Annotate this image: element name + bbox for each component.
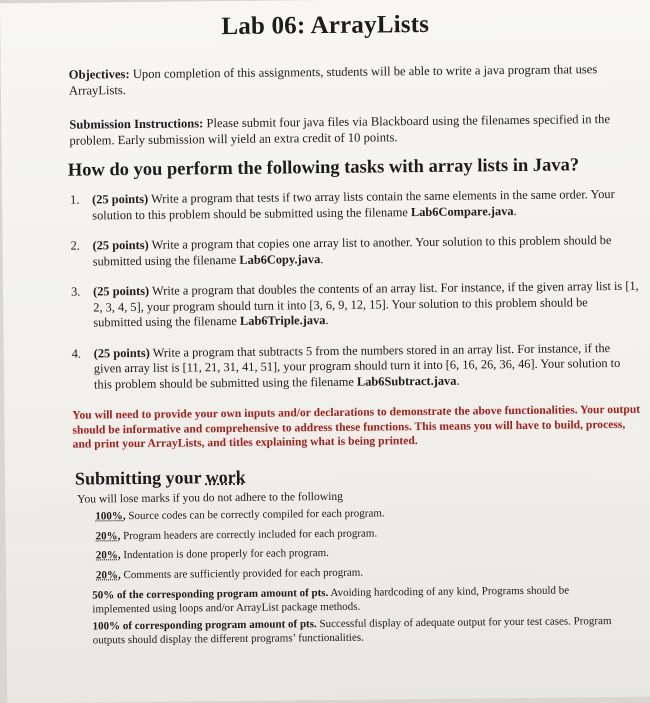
rubric-percent: 20%, — [95, 569, 121, 582]
rubric-text: Program headers are correctly included for each program. — [120, 527, 378, 543]
objectives-paragraph — [69, 61, 637, 99]
task-text: Write a program that copies one array list to another. Your solution to this problem should be submitted using the filename — [92, 233, 612, 268]
task-points: (25 points) — [92, 191, 149, 207]
page-title: Lab 06: ArrayLists — [221, 10, 430, 41]
objectives-label: Objectives: — [68, 67, 130, 82]
tasks-heading: How do you perform the following tasks with array lists in Java? — [67, 155, 580, 181]
task-text: Write a program that subtracts 5 from the numbers stored in an array list. For instance, if the given array list is [11, 21, 31, 41, 51], your program should turn it into [6, 16, 26, 36, 46]. Your solution to this problem should be submitted using the filename — [93, 340, 621, 391]
rubric-item — [92, 584, 622, 617]
task-item — [72, 340, 640, 392]
rubric-item — [96, 544, 626, 563]
submission-label: Submission Instructions: — [69, 116, 204, 132]
submitting-intro: You will lose marks if you do not adhere to the following — [77, 489, 344, 506]
task-text: Write a program that doubles the contents of an array list. For instance, if the given array list is [1, 2, 3, 4, 5], your program should turn it into [3, 6, 9, 12, 15]. Your solution to this problem should be submitted using the filename — [93, 278, 639, 330]
rubric-lead: 100% of corresponding program amount of pts. — [92, 618, 317, 633]
task-end: . — [456, 373, 460, 388]
task-item — [70, 233, 638, 270]
rubric-text: Successful display of adequate output for your test cases. Program outputs should display the different programs’ functionalities. — [92, 615, 612, 646]
task-end: . — [325, 312, 329, 328]
objectives-text: Upon completion of this assignments, students will be able to write a java program that uses ArrayLists. — [68, 62, 598, 98]
task-text: Write a program that tests if two array lists contain the same elements in the same order. Your solution to this problem should be submitted using the filename — [92, 186, 615, 222]
task-number: 4. — [71, 346, 82, 361]
submitting-heading — [75, 467, 246, 490]
rubric-percent: 20%, — [95, 549, 121, 562]
rubric-percent: 100%, — [95, 510, 126, 523]
rubric-text: Source codes can be correctly compiled for each program. — [125, 507, 385, 523]
rubric-item — [95, 505, 625, 524]
task-item — [70, 187, 638, 224]
task-item — [71, 279, 639, 331]
submission-text: Please submit four java files via Blackboard using the filenames specified in the problem. Early submission will yield an extra credit of 10 points. — [69, 112, 611, 148]
task-list — [70, 187, 640, 393]
rubric-item — [96, 525, 626, 544]
task-number: 2. — [70, 238, 80, 253]
rubric-text: Avoiding hardcoding of any kind, Programs should be implemented using loops and/or ArrayList package methods. — [92, 584, 570, 615]
task-end: . — [320, 251, 324, 266]
task-filename: Lab6Triple.java — [239, 313, 326, 328]
rubric-percent: 20%, — [95, 530, 121, 543]
task-number: 1. — [70, 192, 80, 207]
task-filename: Lab6Copy.java — [239, 251, 321, 267]
rubric-text: Indentation is done properly for each program. — [120, 546, 329, 562]
requirements-notice: You will need to provide your own inputs and/or declarations to demonstrate the above functionalities. Your output should be informative and comprehensive to address these functions. This means you will have to build, process, and print your ArrayLists, and titles explaining what is being printed. — [72, 402, 641, 451]
task-filename: Lab6Compare.java — [410, 203, 514, 219]
task-filename: Lab6Subtract.java — [356, 373, 457, 389]
task-points: (25 points) — [92, 237, 149, 253]
submitting-heading-word: work — [205, 466, 246, 488]
task-end: . — [513, 203, 517, 218]
task-points: (25 points) — [92, 283, 150, 299]
rubric-text: Comments are sufficiently provided for each program. — [120, 566, 364, 582]
rubric-item — [96, 564, 626, 583]
submitting-heading-text: Submitting your — [74, 467, 206, 489]
task-points: (25 points) — [93, 345, 150, 360]
task-number: 3. — [70, 284, 81, 299]
rubric-item — [92, 615, 622, 648]
submission-paragraph — [69, 111, 629, 149]
rubric-lead: 50% of the corresponding program amount of pts. — [92, 586, 329, 602]
